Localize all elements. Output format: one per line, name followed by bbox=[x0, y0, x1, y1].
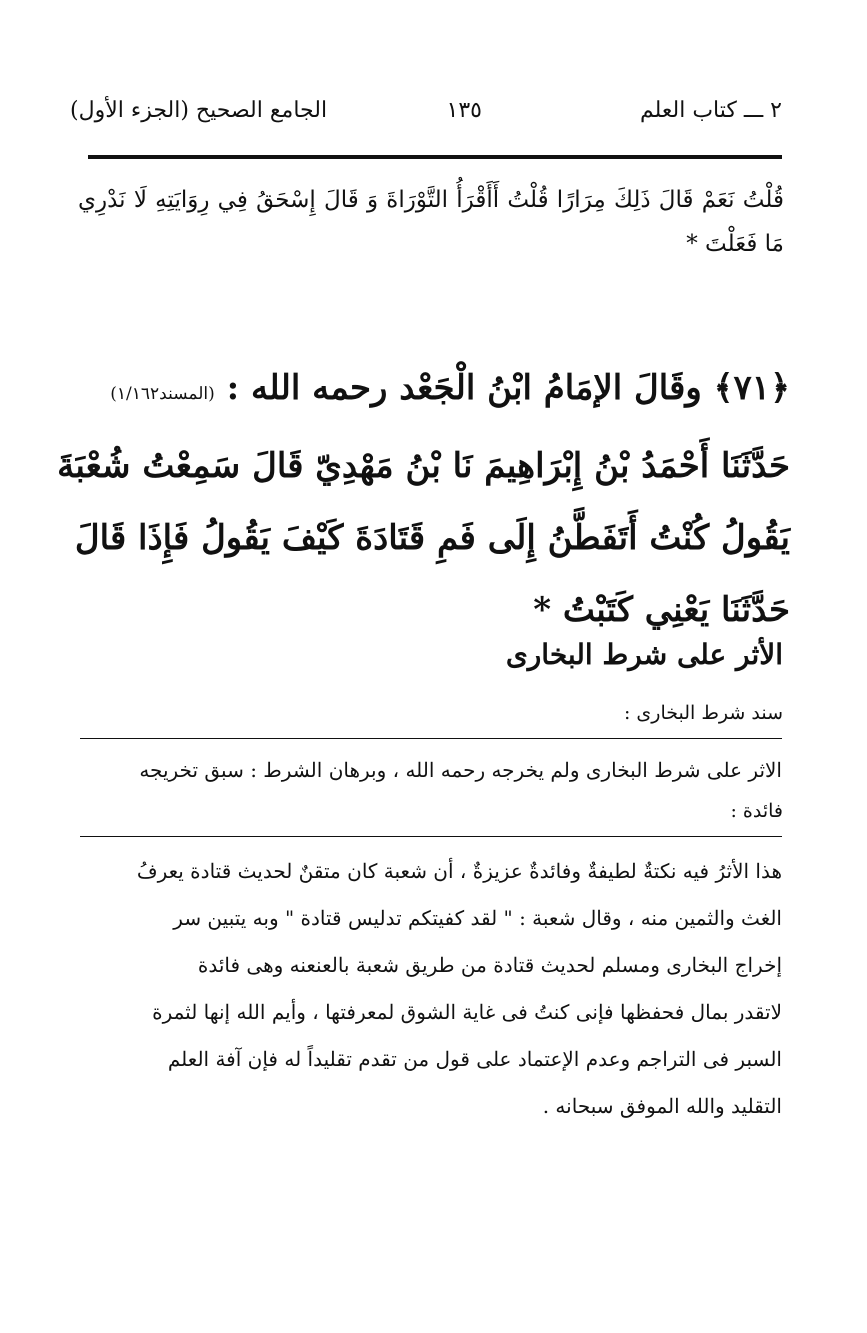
page-header bbox=[70, 98, 782, 138]
hadith-reference: (المسند١/١٦٢) bbox=[110, 384, 215, 404]
faida-line: لاتقدر بمال فحفظها فإنى كنتُ فى غاية الشوق لمعرفتها ، وأيم الله إنها لثمرة bbox=[152, 1000, 782, 1024]
book-title: الجامع الصحيح (الجزء الأول) bbox=[70, 98, 328, 123]
hadith-block bbox=[57, 352, 790, 646]
hadith-text-line: يَقُولُ كُنْتُ أَتَفَطَّنُ إِلَى فَمِ قَتَادَةَ كَيْفَ يَقُولُ فَإِذَا قَالَ bbox=[74, 518, 790, 558]
sanad-heading: سند شرط البخارى : bbox=[623, 702, 783, 724]
header-divider bbox=[88, 155, 782, 159]
page-number: ١٣٥ bbox=[446, 98, 482, 123]
hadith-number: ﴿٧١﴾ bbox=[713, 368, 790, 408]
hadith-heading-line bbox=[100, 352, 790, 430]
faida-line: الغث والثمين منه ، وقال شعبة : " لقد كفيتكم تدليس قتادة " وبه يتبين سر bbox=[173, 906, 782, 930]
hadith-intro: وقَالَ الإمَامُ ابْنُ الْجَعْد رحمه الله : bbox=[226, 368, 702, 408]
hadith-text-line: حَدَّثَنَا أَحْمَدُ بْنُ إِبْرَاهِيمَ نَا بْنُ مَهْدِيّ قَالَ سَمِعْتُ شُعْبَةَ bbox=[57, 446, 790, 486]
faida-divider bbox=[80, 836, 782, 837]
sanad-divider bbox=[80, 738, 782, 739]
faida-text bbox=[70, 848, 782, 1130]
faida-line: هذا الأثرُ فيه نكتةٌ لطيفةٌ وفائدةٌ عزيزةٌ ، أن شعبة كان متقنٌ لحديث قتادة يعرفُ bbox=[136, 859, 782, 883]
hadith-text-line: حَدَّثَنَا يَعْنِي كَتَبْتُ * bbox=[533, 590, 790, 630]
chapter-title: ٢ ـــ كتاب العلم bbox=[639, 98, 782, 123]
section-title: الأثر على شرط البخارى bbox=[505, 638, 783, 671]
continued-paragraph: قُلْتُ نَعَمْ قَالَ ذَلِكَ مِرَارًا قُلْتُ أَأَقْرَأُ التَّوْرَاةَ وَ قَالَ إِسْحَقُ فِي رِوَايَتِهِ لَا نَدْرِي مَا فَعَلْتَ * bbox=[78, 187, 784, 257]
faida-line: إخراج البخارى ومسلم لحديث قتادة من طريق شعبة بالعنعنه وهى فائدة bbox=[197, 953, 782, 977]
faida-heading: فائدة : bbox=[730, 800, 783, 822]
faida-line: السبر فى التراجم وعدم الإعتماد على قول من تقدم تقليداً له فإن آفة العلم bbox=[167, 1047, 782, 1071]
faida-line: التقليد والله الموفق سبحانه . bbox=[542, 1094, 782, 1118]
sanad-text: الاثر على شرط البخارى ولم يخرجه رحمه الله ، وبرهان الشرط : سبق تخريجه bbox=[139, 758, 782, 782]
